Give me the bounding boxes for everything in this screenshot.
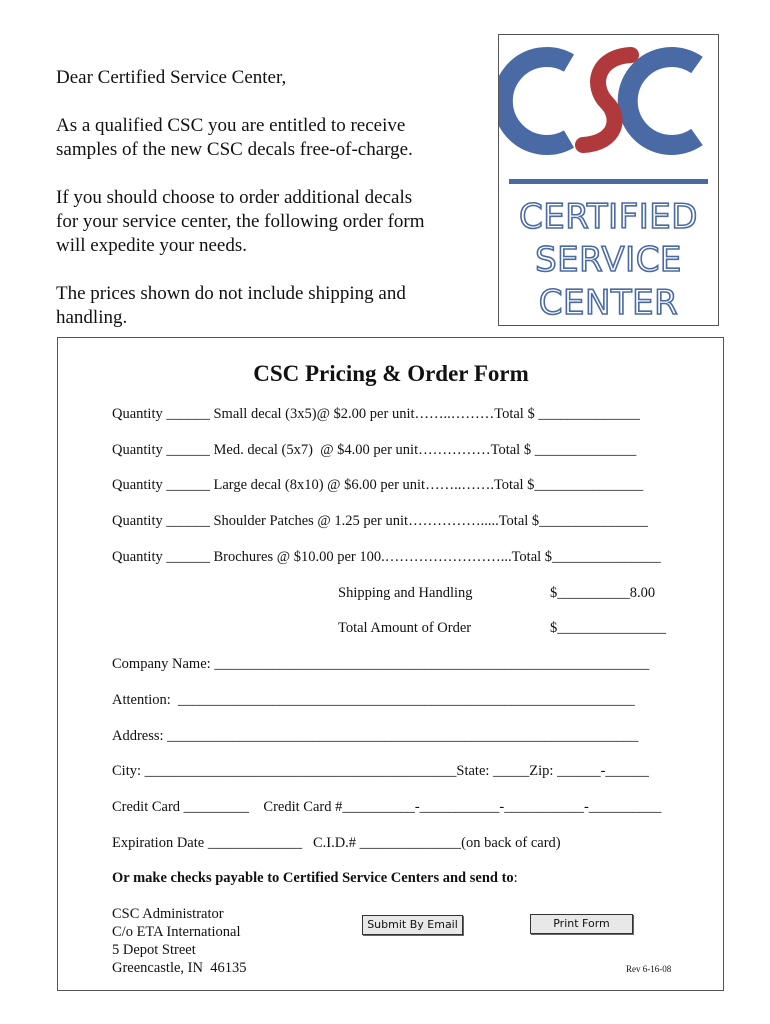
mailing-address-line-1: CSC Administrator — [112, 906, 224, 922]
total-label: Total Amount of Order — [338, 620, 472, 636]
shipping-value-field[interactable]: $__________8.00 — [550, 585, 656, 601]
order-line-shoulder-patches[interactable]: Quantity ______ Shoulder Patches @ 1.25 per unit…………….....Total $_______________ — [112, 513, 648, 529]
shipping-label: Shipping and Handling — [338, 585, 473, 601]
intro-paragraph-2-line-3: will expedite your needs. — [56, 235, 248, 256]
expiration-cid-field[interactable]: Expiration Date _____________ C.I.D.# ______________(on back of card) — [112, 835, 561, 851]
greeting: Dear Certified Service Center, — [56, 67, 287, 88]
checks-instruction-text: Or make checks payable to Certified Service Centers and send to — [112, 870, 514, 886]
logo-word-certified: CERTIFIED — [519, 197, 698, 237]
logo-word-service: SERVICE — [535, 240, 682, 280]
intro-paragraph-3-line-1: The prices shown do not include shipping and — [56, 283, 406, 304]
print-form-button[interactable]: Print Form — [530, 914, 633, 934]
intro-paragraph-1-line-1: As a qualified CSC you are entitled to receive — [56, 115, 406, 136]
credit-card-field[interactable]: Credit Card _________ Credit Card #__________-___________-___________-__________ — [112, 799, 662, 815]
total-value-field[interactable]: $_______________ — [550, 620, 666, 636]
intro-paragraph-2-line-1: If you should choose to order additional decals — [56, 187, 413, 208]
order-line-brochures[interactable]: Quantity ______ Brochures @ $10.00 per 100.……………………...Total $_______________ — [112, 549, 661, 565]
mailing-address-line-4: Greencastle, IN 46135 — [112, 960, 247, 976]
checks-instruction — [112, 870, 518, 887]
order-line-large-decal[interactable]: Quantity ______ Large decal (8x10) @ $6.00 per unit……..…….Total $_______________ — [112, 477, 644, 493]
checks-instruction-colon: : — [513, 870, 518, 886]
attention-field[interactable]: Attention: _______________________________________________________________ — [112, 692, 635, 708]
mailing-address-line-2: C/o ETA International — [112, 924, 241, 940]
mailing-address-line-3: 5 Depot Street — [112, 942, 196, 958]
order-line-medium-decal[interactable]: Quantity ______ Med. decal (5x7) @ $4.00 per unit……………Total $ ______________ — [112, 442, 637, 458]
submit-by-email-button[interactable]: Submit By Email — [362, 915, 463, 935]
intro-paragraph-3-line-2: handling. — [56, 307, 128, 328]
company-name-field[interactable]: Company Name: ____________________________________________________________ — [112, 656, 650, 672]
city-state-zip-field[interactable]: City: ___________________________________________State: _____Zip: ______-______ — [112, 763, 649, 779]
intro-paragraph-2-line-2: for your service center, the following order form — [56, 211, 425, 232]
order-line-small-decal[interactable]: Quantity ______ Small decal (3x5)@ $2.00 per unit……..………Total $ ______________ — [112, 406, 640, 422]
revision-date: Rev 6-16-08 — [626, 964, 672, 974]
intro-paragraph-1-line-2: samples of the new CSC decals free-of-charge. — [56, 139, 413, 160]
csc-monogram-icon — [499, 35, 718, 325]
logo-word-center: CENTER — [538, 283, 679, 323]
csc-logo — [498, 34, 719, 326]
form-title: CSC Pricing & Order Form — [253, 361, 529, 386]
address-field[interactable]: Address: _________________________________________________________________ — [112, 728, 639, 744]
